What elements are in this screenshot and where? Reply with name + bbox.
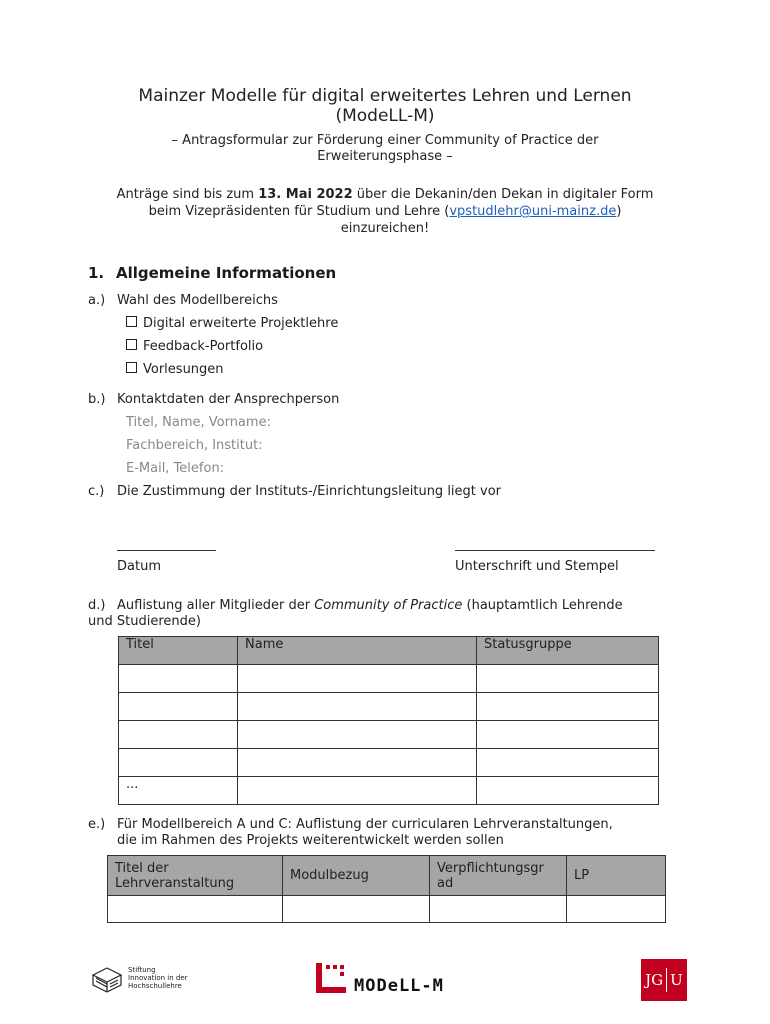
date-line[interactable]	[117, 550, 216, 551]
deadline-line2-pre: beim Vizepräsidenten für Studium und Lehre (	[148, 204, 450, 219]
section-number: 1.	[88, 264, 105, 282]
table-cell[interactable]	[238, 749, 477, 777]
section-heading	[88, 264, 336, 282]
table-row	[119, 693, 659, 721]
item-d-text-pre: Auflistung aller Mitglieder der	[117, 598, 315, 613]
column-header: Modulbezug	[283, 856, 430, 896]
email-link[interactable]: vpstudlehr@uni-mainz.de	[449, 204, 617, 219]
page-title	[0, 86, 770, 126]
jgu-logo-divider	[666, 968, 667, 992]
table-cell[interactable]	[238, 665, 477, 693]
table-cell[interactable]: ...	[119, 777, 238, 805]
table-cell[interactable]	[119, 721, 238, 749]
header-text: ad	[437, 875, 454, 891]
stiftung-line3: Hochschullehre	[128, 982, 182, 990]
item-d-text-line2: und Studierende)	[88, 614, 201, 629]
subtitle-line-1: – Antragsformular zur Förderung einer Community of Practice der	[171, 133, 599, 148]
jgu-logo-left: JG	[645, 971, 664, 989]
table-cell[interactable]	[238, 721, 477, 749]
table-header-row	[108, 856, 666, 896]
stiftung-line2: Innovation in der	[128, 974, 188, 982]
item-a-text: Wahl des Modellbereichs	[117, 293, 278, 308]
item-e-text-line2: die im Rahmen des Projekts weiterentwickelt werden sollen	[117, 833, 504, 848]
table-cell[interactable]	[477, 693, 659, 721]
item-e-label: e.)	[88, 817, 106, 832]
table-row	[108, 896, 666, 923]
table-cell[interactable]	[238, 693, 477, 721]
table-cell[interactable]	[283, 896, 430, 923]
date-label: Datum	[117, 559, 161, 574]
deadline-mid: über die Dekanin/den Dekan in digitaler Form	[352, 187, 654, 202]
signature-line[interactable]	[455, 550, 655, 551]
field-email-phone[interactable]: E-Mail, Telefon:	[126, 461, 225, 476]
checkbox[interactable]	[126, 362, 137, 373]
section-title: Allgemeine Informationen	[116, 264, 337, 282]
stiftung-line1: Stiftung	[128, 966, 156, 974]
checkbox[interactable]	[126, 339, 137, 350]
item-a-label: a.)	[88, 293, 106, 308]
table-cell[interactable]	[430, 896, 567, 923]
table-row	[119, 721, 659, 749]
modell-logo-text: MODeLL-M	[354, 976, 444, 996]
column-header	[430, 856, 567, 896]
subtitle	[0, 133, 770, 165]
deadline-line3: einzureichen!	[340, 221, 430, 236]
header-text: Titel der	[115, 860, 169, 876]
column-header: Name	[238, 637, 477, 665]
option-feedback-portfolio[interactable]	[126, 339, 263, 354]
stiftung-logo-icon	[90, 965, 124, 995]
item-c-text: Die Zustimmung der Instituts-/Einrichtungsleitung liegt vor	[117, 484, 502, 499]
option-label: Vorlesungen	[143, 362, 224, 377]
option-label: Feedback-Portfolio	[143, 339, 264, 354]
deadline-notice	[0, 186, 770, 237]
column-header: Statusgruppe	[477, 637, 659, 665]
table-cell[interactable]	[119, 749, 238, 777]
item-d-text-post: (hauptamtlich Lehrende	[462, 598, 623, 613]
table-row	[119, 777, 659, 805]
item-e	[88, 817, 613, 849]
table-row	[119, 749, 659, 777]
deadline-date: 13. Mai 2022	[258, 187, 353, 202]
item-b-text: Kontaktdaten der Ansprechperson	[117, 392, 340, 407]
option-label: Digital erweiterte Projektlehre	[143, 316, 339, 331]
item-b-label: b.)	[88, 392, 106, 407]
option-projektlehre[interactable]	[126, 316, 338, 331]
members-table	[118, 636, 659, 805]
table-row	[119, 665, 659, 693]
jgu-logo-right: U	[670, 971, 683, 989]
item-e-text-line1: Für Modellbereich A und C: Auflistung der curricularen Lehrveranstaltungen,	[117, 817, 613, 832]
column-header: Titel	[119, 637, 238, 665]
deadline-pre: Anträge sind bis zum	[116, 187, 259, 202]
title-line-1: Mainzer Modelle für digital erweitertes Lehren und Lernen	[138, 86, 632, 106]
table-cell[interactable]	[119, 693, 238, 721]
header-text: Verpflichtungsgr	[437, 860, 544, 876]
table-header-row	[119, 637, 659, 665]
checkbox[interactable]	[126, 316, 137, 327]
subtitle-line-2: Erweiterungsphase –	[317, 149, 453, 164]
table-cell[interactable]	[238, 777, 477, 805]
courses-table	[107, 855, 666, 923]
item-b	[88, 392, 339, 408]
item-d	[88, 598, 623, 630]
item-c	[88, 484, 501, 500]
title-line-2: (ModeLL-M)	[335, 106, 435, 126]
table-cell[interactable]	[477, 777, 659, 805]
table-cell[interactable]	[108, 896, 283, 923]
column-header	[108, 856, 283, 896]
jgu-logo	[641, 959, 687, 1001]
signature-label: Unterschrift und Stempel	[455, 559, 619, 574]
table-cell[interactable]	[477, 665, 659, 693]
option-vorlesungen[interactable]	[126, 362, 224, 377]
table-cell[interactable]	[119, 665, 238, 693]
item-c-label: c.)	[88, 484, 105, 499]
item-d-label: d.)	[88, 598, 106, 613]
deadline-line2-post: )	[616, 204, 622, 219]
header-text: Lehrveranstaltung	[115, 875, 235, 891]
table-cell[interactable]	[567, 896, 666, 923]
stiftung-logo-text	[128, 966, 188, 990]
field-name[interactable]: Titel, Name, Vorname:	[126, 415, 271, 430]
field-institute[interactable]: Fachbereich, Institut:	[126, 438, 263, 453]
table-cell[interactable]	[477, 749, 659, 777]
modell-logo-icon	[316, 963, 350, 995]
table-cell[interactable]	[477, 721, 659, 749]
column-header: LP	[567, 856, 666, 896]
item-a	[88, 293, 278, 309]
item-d-text-italic: Community of Practice	[314, 598, 463, 613]
